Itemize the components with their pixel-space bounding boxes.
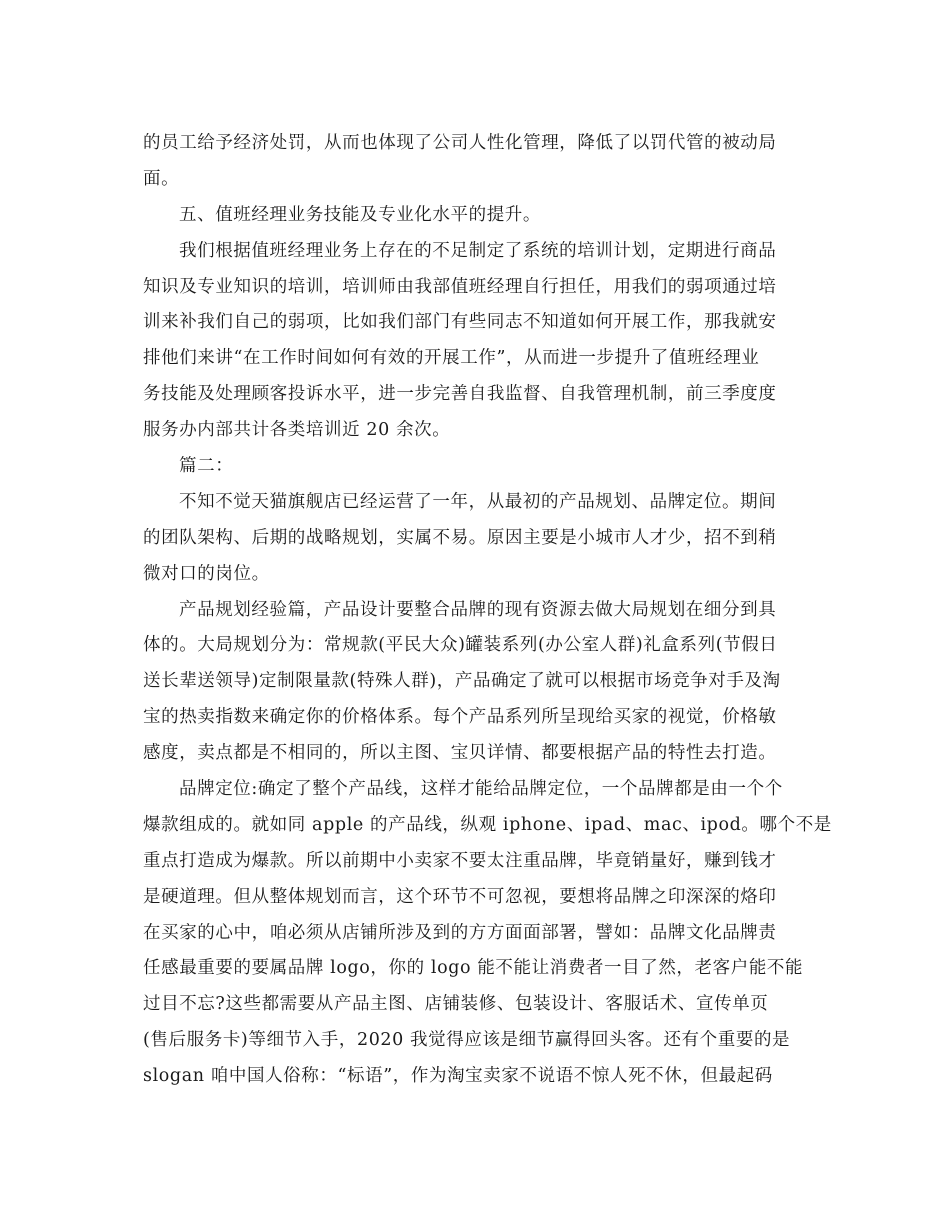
text-line-1: 的员工给予经济处罚，从而也体现了公司人性化管理，降低了以罚代管的被动局 — [143, 133, 777, 153]
text-line-19: 品牌定位:确定了整个产品线，这样才能给品牌定位，一个品牌都是由一个个 — [179, 779, 783, 800]
text-line-14: 产品规划经验篇，产品设计要整合品牌的现有资源去做大局规划在细分到具 — [179, 599, 777, 620]
section-heading-5: 五、值班经理业务技能及专业化水平的提升。 — [179, 204, 541, 225]
text-line-27: slogan 咱中国人俗称：“标语”，作为淘宝卖家不说语不惊人死不休，但最起码 — [143, 1066, 773, 1087]
text-line-7: 排他们来讲“在工作时间如何有效的开展工作”，从而进一步提升了值班经理业 — [143, 348, 760, 369]
text-line-12: 的团队架构、后期的战略规划，实属不易。原因主要是小城市人才少，招不到稍 — [143, 527, 777, 548]
text-line-21: 重点打造成为爆款。所以前期中小卖家不要太注重品牌，毕竟销量好，赚到钱才 — [143, 850, 777, 871]
text-line-6: 训来补我们自己的弱项，比如我们部门有些同志不知道如何开展工作，那我就安 — [143, 312, 777, 333]
section-heading-part-two: 篇二： — [179, 456, 234, 477]
text-line-13: 微对口的岗位。 — [143, 563, 270, 584]
text-line-22: 是硬道理。但从整体规划而言，这个环节不可忽视，要想将品牌之印深深的烙印 — [143, 886, 777, 907]
text-line-17: 宝的热卖指数来确定你的价格体系。每个产品系列所呈现给买家的视觉，价格敏 — [143, 707, 777, 728]
document-body — [143, 126, 832, 1095]
text-line-2: 面。 — [143, 168, 180, 189]
text-line-4: 我们根据值班经理业务上存在的不足制定了系统的培训计划，定期进行商品 — [179, 240, 777, 261]
text-line-24: 任感最重要的要属品牌 logo，你的 logo 能不能让消费者一目了然，老客户能不能 — [143, 958, 804, 979]
text-line-20: 爆款组成的。就如同 apple 的产品线，纵观 iphone、ipad、mac、ipod。哪个不是 — [143, 814, 832, 835]
text-line-25: 过目不忘?这些都需要从产品主图、店铺装修、包装设计、客服话术、宣传单页 — [143, 994, 769, 1015]
text-line-11: 不知不觉天猫旗舰店已经运营了一年，从最初的产品规划、品牌定位。期间 — [179, 491, 777, 512]
text-line-26: (售后服务卡)等细节入手，2020 我觉得应该是细节赢得回头客。还有个重要的是 — [143, 1030, 791, 1051]
text-line-18: 感度，卖点都是不相同的，所以主图、宝贝详情、都要根据产品的特性去打造。 — [143, 743, 777, 764]
text-line-5: 知识及专业知识的培训，培训师由我部值班经理自行担任，用我们的弱项通过培 — [143, 276, 777, 297]
text-line-9: 服务办内部共计各类培训近 20 余次。 — [143, 420, 451, 441]
text-line-16: 送长辈送领导)定制限量款(特殊人群)，产品确定了就可以根据市场竞争对手及淘 — [143, 671, 781, 692]
text-line-23: 在买家的心中，咱必须从店铺所涉及到的方方面面部署，譬如：品牌文化品牌责 — [143, 922, 777, 943]
text-line-15: 体的。大局规划分为：常规款(平民大众)罐装系列(办公室人群)礼盒系列(节假日 — [143, 635, 778, 656]
text-line-8: 务技能及处理顾客投诉水平，进一步完善自我监督、自我管理机制，前三季度度 — [143, 384, 777, 405]
